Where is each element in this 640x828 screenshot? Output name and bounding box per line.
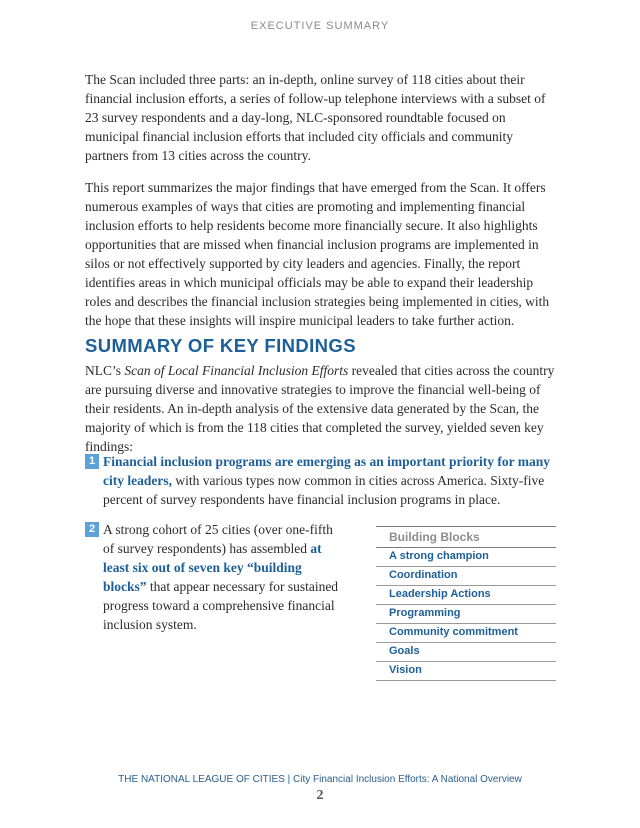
finding-text: [103, 520, 343, 634]
building-block-item: A strong champion: [376, 548, 556, 567]
building-blocks-box: [376, 526, 556, 681]
building-block-item: Coordination: [376, 567, 556, 586]
finding-number-badge: 2: [85, 522, 99, 537]
building-block-item: Goals: [376, 643, 556, 662]
running-footer: THE NATIONAL LEAGUE OF CITIES | City Financial Inclusion Efforts: A National Overview: [118, 774, 522, 785]
section-heading: SUMMARY OF KEY FINDINGS: [85, 335, 356, 356]
finding-text: [103, 452, 555, 509]
page-number: 2: [316, 788, 324, 803]
running-header: EXECUTIVE SUMMARY: [250, 20, 390, 32]
building-block-item: Leadership Actions: [376, 586, 556, 605]
building-blocks-title: Building Blocks: [376, 527, 556, 548]
finding-highlight: Financial inclusion programs are emerging as an important priority for many city leaders,: [103, 454, 550, 488]
building-blocks-list: [376, 548, 556, 681]
finding-post: that appear necessary for sustained progress toward a comprehensive financial inclusion system.: [103, 579, 339, 632]
finding-pre: A strong cohort of 25 cities (over one-fifth of survey respondents) has assembled: [103, 522, 333, 556]
building-block-item: Vision: [376, 662, 556, 681]
intro-paragraph-1: The Scan included three parts: an in-depth, online survey of 118 cities about their financial inclusion efforts, a series of follow-up telephone interviews with a subset of 23 survey respondents and a day-long, NLC-sponsored roundtable focused on municipal financial inclusion efforts that included city officials and community partners from 13 cities across the country.: [85, 72, 546, 163]
finding-post: with various types now common in cities across America. Sixty-five percent of survey respondents have financial inclusion programs in place.: [103, 473, 545, 507]
finding-highlight: at least six out of seven key “building blocks”: [103, 541, 322, 594]
summary-lead-paragraph: [85, 361, 555, 456]
intro-paragraph-2: This report summarizes the major findings that have emerged from the Scan. It offers numerous examples of ways that cities are promoting and implementing financial inclusion efforts to help residents become more financially secure. It also highlights opportunities that are missed when financial inclusion programs are implemented in silos or not effectively supported by city leaders and agencies. Finally, the report identifies areas in which municipal officials may be able to expand their leadership roles and describes the financial inclusion strategies being implemented in cities, with the hope that these insights will inspire municipal leaders to take further action.: [85, 180, 550, 328]
building-block-item: Community commitment: [376, 624, 556, 643]
finding-number-badge: 1: [85, 454, 99, 469]
building-block-item: Programming: [376, 605, 556, 624]
lead-prefix: NLC’s: [85, 363, 125, 378]
lead-report-title: Scan of Local Financial Inclusion Efforts: [124, 363, 349, 378]
lead-suffix: revealed that cities across the country are pursuing diverse and innovative strategies to improve the financial well-being of their residents. An in-depth analysis of the extensive data generated by the Scan, the majority of which is from the 118 cities that completed the survey, yielded seven key findings:: [85, 363, 555, 454]
